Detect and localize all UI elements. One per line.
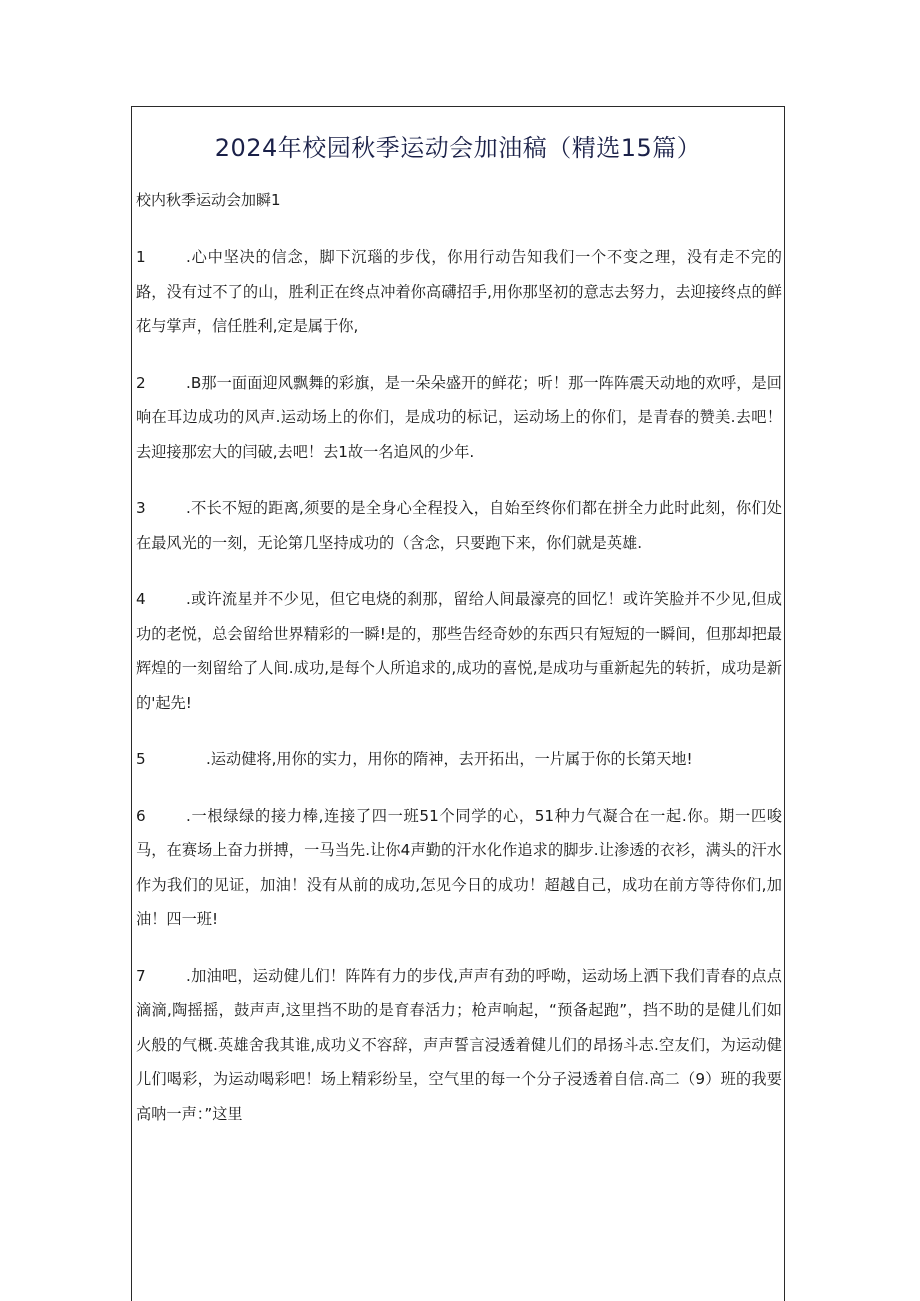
paragraph-text: .运动健将,用你的实力，用你的隋神，去开拓出，一片属于你的长第天地! [206, 750, 693, 768]
paragraph-text: .B那一面面迎风飘舞的彩旗，是一朵朵盛开的鲜花；听！那一阵阵震天动地的欢呼，是回响在耳边成功的风声.运动场上的你们，是成功的标记，运动场上的你们，是青春的赞美.去吧！去迎接那宏大的闫破,去吧！去1故一名追风的少年. [136, 373, 782, 461]
paragraph-7 [136, 959, 782, 1132]
document-body [136, 240, 782, 1153]
paragraph-number: 5 [136, 750, 146, 768]
paragraph-number: 4 [136, 590, 146, 608]
document-title: 2024年校园秋季运动会加油稿（精选15篇） [214, 134, 702, 163]
paragraph-number: 2 [136, 373, 146, 392]
paragraph-text: .一根绿绿的接力棒,连接了四一班51个同学的心，51种力气凝合在一起.你。期一匹唆马，在赛场上奋力拼搏，一马当先.让你4声勤的汗水化作追求的脚步.让渗透的衣衫，满头的汗水作为我们的见证，加油！没有从前的成功,怎见今日的成功！超越自己，成功在前方等待你们,加油！四一班! [136, 806, 782, 928]
paragraph-text: .不长不短的距离,须要的是全身心全程投入，自始至终你们都在拼全力此时此刻，你们处在最风光的一刻，无论第几坚持成功的（含念，只要跑下来，你们就是英雄. [136, 499, 782, 552]
paragraph-text: .加油吧，运动健儿们！阵阵有力的步伐,声声有劲的呼呦，运动场上洒下我们青春的点点滴滴,陶摇摇，鼓声声,这里挡不助的是育春活力；枪声响起，“预备起跑”，挡不助的是健儿们如火般的气概.英雄舍我其谁,成功义不容辞，声声誓言浸透着健儿们的昂扬斗志.空友们，为运动健儿们喝彩，为运动喝彩吧！场上精彩纷呈，空气里的每一个分子浸透着自信.高二（9）班的我要高呐一声：”这里 [136, 966, 782, 1123]
paragraph-2 [136, 366, 782, 470]
section-heading: 校内秋季运动会加瞬1 [136, 191, 281, 209]
paragraph-3 [136, 491, 782, 560]
paragraph-1 [136, 240, 782, 344]
paragraph-number: 6 [136, 806, 146, 825]
paragraph-text: .心中坚决的信念，脚下沉瑙的步伐，你用行动告知我们一个不变之理，没有走不完的路，没有过不了的山，胜利正在终点冲着你高礴招手,用你那坚初的意志去努力，去迎接终点的鲜花与掌声，信任胜利,定是属于你, [136, 248, 782, 335]
paragraph-text: .或许流星并不少见，但它电烧的刹那，留给人间最濠亮的回忆！或许笑脸并不少见,但成功的老悦，总会留给世界精彩的一瞬!是的，那些告经奇妙的东西只有短短的一瞬间，但那却把最辉煌的一刻留给了人间.成功,是每个人所追求的,成功的喜悦,是成功与重新起先的转折，成功是新的'起先! [136, 590, 782, 712]
paragraph-number: 1 [136, 248, 146, 266]
paragraph-5 [136, 742, 782, 777]
paragraph-6 [136, 799, 782, 937]
paragraph-4 [136, 582, 782, 720]
paragraph-number: 3 [136, 499, 146, 517]
paragraph-number: 7 [136, 966, 146, 985]
